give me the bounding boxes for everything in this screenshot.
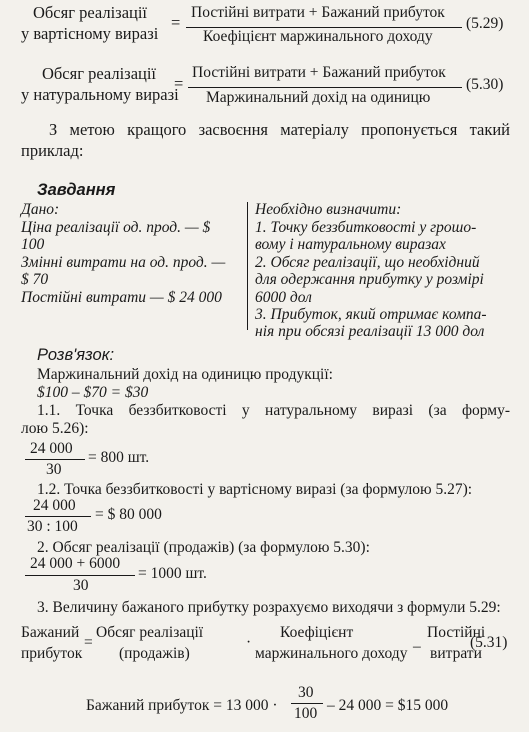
formula-term: Обсяг реалізації (96, 624, 204, 641)
step-3: 3. Величину бажаного прибутку розрахуємо виходячи з формули 5.29: (37, 599, 501, 616)
given-line: $ 70 (21, 271, 49, 288)
marginal-income-calc: $100 – $70 = $30 (37, 384, 149, 401)
formula-operator: · (246, 634, 252, 651)
calc-numerator: 24 000 (30, 440, 73, 457)
marginal-income-line: Маржинальний дохід на одиницю продукції: (37, 366, 333, 383)
formula-lhs-line2: у натуральному виразі (21, 85, 179, 104)
final-denominator: 100 (294, 705, 318, 722)
given-line: Ціна реалізації од. прод. — $ (21, 219, 211, 236)
solution-heading: Розв'язок: (37, 346, 115, 364)
formula-equals: = (171, 13, 181, 32)
calc-denominator: 30 (73, 577, 89, 594)
intro-line-2: приклад: (21, 141, 84, 160)
calc-result: = 1000 шт. (138, 565, 207, 582)
formula-equals: = (174, 74, 184, 93)
given-line: Постійні витрати — $ 24 000 (21, 289, 222, 306)
formula-term: Постійні (427, 624, 486, 641)
calc-result: = 800 шт. (88, 449, 150, 466)
given-title: Дано: (21, 201, 60, 218)
find-line: 6000 дол (255, 289, 312, 306)
formula-term: маржинального доходу (255, 645, 408, 662)
find-line: нія при обсязі реалізації 13 000 дол (255, 323, 485, 340)
formula-term: (продажів) (119, 645, 190, 662)
step-1-2: 1.2. Точка беззбитковості у вартісному виразі (за формулою 5.27): (37, 481, 473, 498)
intro-line-1: З метою кращого засвоєння матеріалу пропонується такий (49, 120, 510, 139)
formula-term: Коефіцієнт (280, 624, 354, 641)
calc-result: = $ 80 000 (95, 506, 162, 523)
given-line: 100 (21, 236, 45, 253)
given-line: Змінні витрати на од. прод. — (21, 254, 226, 271)
formula-number: (5.31) (470, 634, 508, 651)
final-numerator: 30 (298, 684, 314, 701)
formula-term: прибуток (21, 645, 83, 662)
step-2: 2. Обсяг реалізації (продажів) (за формулою 5.30): (37, 539, 370, 556)
calc-denominator: 30 : 100 (27, 518, 78, 535)
formula-lhs-line1: Обсяг реалізації (33, 3, 148, 22)
step-1-1-line-1: 1.1. Точка беззбитковості у натуральному виразі (за форму- (37, 402, 510, 419)
formula-numerator: Постійні витрати + Бажаний прибуток (192, 64, 446, 81)
find-line: 2. Обсяг реалізації, що необхідний (255, 254, 480, 271)
formula-number: (5.30) (466, 76, 504, 93)
find-line: вому і натуральному виразах (255, 236, 446, 253)
calc-denominator: 30 (46, 461, 62, 478)
find-line: 3. Прибуток, який отримає компа- (255, 306, 487, 323)
formula-denominator: Коефіцієнт маржинального доходу (203, 28, 433, 45)
formula-denominator: Маржинальний дохід на одиницю (206, 89, 431, 106)
find-line: 1. Точку беззбитковості у грошо- (255, 219, 477, 236)
calc-numerator: 24 000 + 6000 (30, 555, 121, 572)
formula-numerator: Постійні витрати + Бажаний прибуток (191, 4, 445, 21)
formula-term: Бажаний (21, 624, 80, 641)
task-heading: Завдання (37, 181, 116, 199)
find-line: для одержання прибутку у розмірі (255, 271, 484, 288)
column-divider (247, 202, 248, 330)
step-1-1-line-2: лою 5.26): (21, 420, 89, 437)
final-right: – 24 000 = $15 000 (327, 697, 449, 714)
find-title: Необхідно визначити: (255, 201, 402, 218)
formula-operator: – (413, 638, 421, 655)
calc-numerator: 24 000 (33, 497, 76, 514)
formula-term: витрати (430, 645, 482, 662)
formula-number: (5.29) (466, 15, 504, 32)
formula-lhs-line1: Обсяг реалізації (42, 64, 157, 83)
formula-equals: = (84, 634, 93, 651)
formula-lhs-line2: у вартісному виразі (21, 24, 159, 43)
final-left: Бажаний прибуток = 13 000 · (86, 697, 278, 714)
